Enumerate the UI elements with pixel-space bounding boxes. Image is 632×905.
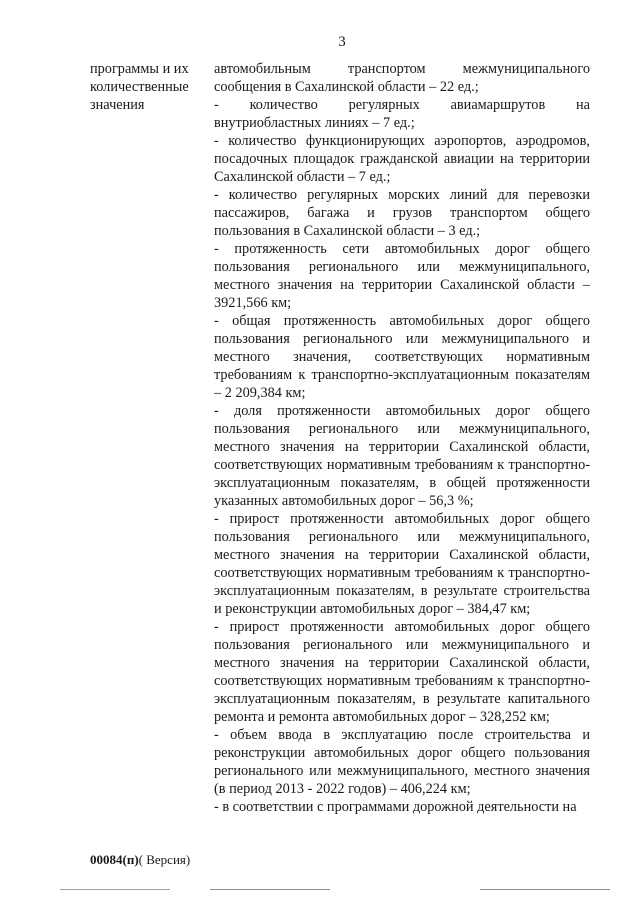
paragraph: - прирост протяженности автомобильных дорог общего пользования регионального или межмуниципального и местного значения на территории Сахалинской области, соответствующих нормативным требованиям к транспортно-эксплуатационным показателям, в результате капитального ремонта и ремонта автомобильных дорог – 328,252 км; xyxy=(214,619,590,725)
paragraph: автомобильным транспортом межмуниципального сообщения в Сахалинской области – 22 ед.; xyxy=(214,61,590,95)
left-column-line: программы и их xyxy=(90,61,189,77)
left-column xyxy=(90,60,200,114)
paragraph: - доля протяженности автомобильных дорог общего пользования регионального или межмуниципального, местного значения на территории Сахалинской области, соответствующих нормативным требованиям к транспортно-эксплуатационным показателям, в общей протяженности указанных автомобильных дорог – 56,3 %; xyxy=(214,403,590,509)
version-label: ( Версия) xyxy=(138,852,191,867)
left-column-line: значения xyxy=(90,97,145,113)
paragraph: - объем ввода в эксплуатацию после строительства и реконструкции автомобильных дорог общего пользования регионального или межмуниципального, местного значения (в период 2013 - 2022 годов) – 406,224 км; xyxy=(214,727,590,797)
document-code: 00084(п) xyxy=(90,852,139,867)
paragraph: - количество регулярных морских линий для перевозки пассажиров, багажа и грузов транспортом общего пользования в Сахалинской области – 3 ед.; xyxy=(214,187,590,239)
paragraph: - количество регулярных авиамаршрутов на внутриобластных линиях – 7 ед.; xyxy=(214,97,590,131)
footer xyxy=(90,852,190,868)
paragraph: - прирост протяженности автомобильных дорог общего пользования регионального или межмуниципального, местного значения на территории Сахалинской области, соответствующих нормативным требованиям к транспортно-эксплуатационным показателям, в результате строительства и реконструкции автомобильных дорог – 384,47 км; xyxy=(214,511,590,617)
scan-artifact-line xyxy=(480,889,610,890)
paragraph: - общая протяженность автомобильных дорог общего пользования регионального или межмуниципального и местного значения, соответствующих нормативным требованиям к транспортно-эксплуатационным показателям – 2 209,384 км; xyxy=(214,313,590,401)
paragraph: - протяженность сети автомобильных дорог общего пользования регионального или межмуниципального, местного значения на территории Сахалинской области – 3921,566 км; xyxy=(214,241,590,311)
scan-artifact-line xyxy=(210,889,330,890)
right-column xyxy=(214,60,590,816)
scan-artifact-line xyxy=(60,889,170,890)
paragraph: - количество функционирующих аэропортов, аэродромов, посадочных площадок гражданской авиации на территории Сахалинской области – 7 ед.; xyxy=(214,133,590,185)
paragraph: - в соответствии с программами дорожной деятельности на xyxy=(214,799,577,815)
left-column-line: количественные xyxy=(90,79,189,95)
page-number: 3 xyxy=(338,34,346,50)
